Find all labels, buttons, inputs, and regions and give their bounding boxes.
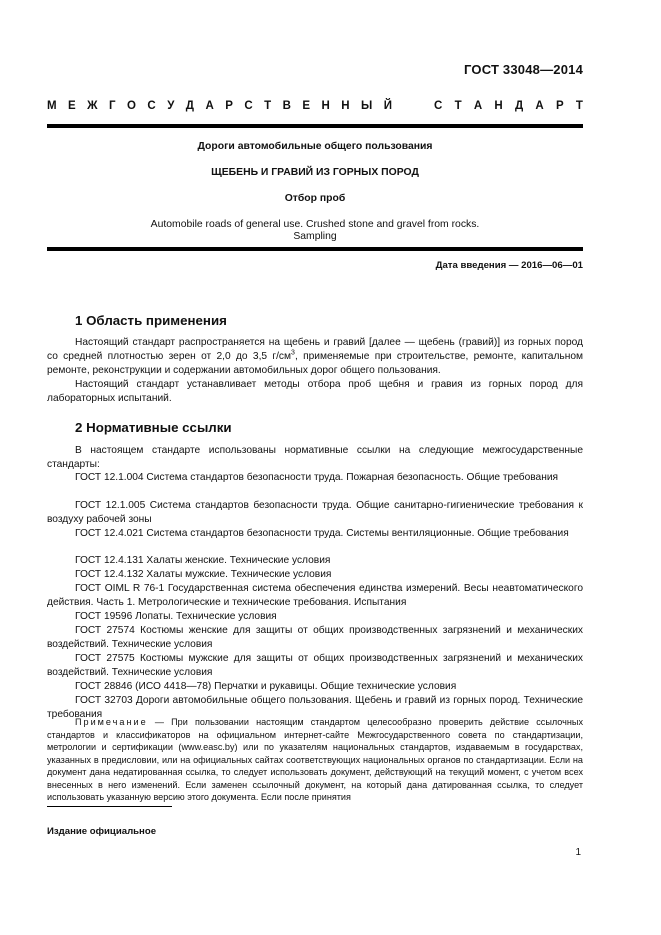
banner-letter: Й bbox=[383, 100, 392, 112]
banner-word-standard bbox=[434, 100, 583, 112]
footer-rule bbox=[47, 806, 172, 807]
normative-reference-item: ГОСТ 27575 Костюмы мужские для защиты от общих производственных загрязнений и механических воздействий. Технические условия bbox=[47, 653, 583, 679]
banner-letter: О bbox=[127, 100, 136, 112]
title-line-1: Дороги автомобильные общего пользования bbox=[197, 141, 433, 152]
normative-reference-item: ГОСТ 27574 Костюмы женские для защиты от общих производственных загрязнений и механических воздействий. Технические условия bbox=[47, 625, 583, 651]
section-1-paragraph-1 bbox=[47, 336, 583, 379]
banner-letter: У bbox=[167, 100, 175, 112]
normative-reference-item: ГОСТ 12.1.005 Система стандартов безопасности труда. Общие санитарно-гигиенические требования к воздуху рабочей зоны bbox=[47, 500, 583, 526]
section-1-paragraph-2: Настоящий стандарт устанавливает методы отбора проб щебня и гравия из горных пород для лабораторных испытаний. bbox=[47, 379, 583, 405]
note-label: Примечание bbox=[75, 717, 148, 727]
banner-letter: Т bbox=[264, 100, 272, 112]
page-number: 1 bbox=[575, 847, 581, 858]
normative-reference-item: ГОСТ 12.1.004 Система стандартов безопасности труда. Пожарная безопасность. Общие требования bbox=[75, 472, 559, 483]
document-code: ГОСТ 33048—2014 bbox=[464, 62, 583, 77]
normative-reference-item: ГОСТ OIML R 76-1 Государственная система обеспечения единства измерений. Весы неавтоматического действия. Часть 1. Метрологические и технические требования. Испытания bbox=[47, 583, 583, 609]
banner-word-interstate bbox=[47, 100, 392, 112]
section-1-paragraph-1-text-a: Настоящий стандарт распространяется на щебень и гравий [далее — щебень (гравий)] из горных пород со средней плотностью зерен от 2,0 до 3,5 г/см bbox=[47, 337, 583, 363]
interstate-standard-banner bbox=[47, 100, 583, 112]
introduction-date: Дата введения — 2016—06—01 bbox=[435, 260, 583, 271]
banner-letter: А bbox=[535, 100, 544, 112]
banner-letter: Д bbox=[185, 100, 194, 112]
title-line-3: Отбор проб bbox=[284, 193, 346, 204]
banner-letter: А bbox=[205, 100, 214, 112]
official-edition-label: Издание официальное bbox=[47, 826, 157, 837]
banner-letter: Г bbox=[109, 100, 116, 112]
section-1-heading: 1 Область применения bbox=[75, 313, 227, 328]
section-1-paragraph-1-text-b: , применяемые при строительстве, ремонте, капитальном ремонте, реконструкции и содержании автомобильных дорог общего пользования. bbox=[47, 351, 583, 377]
section-2-heading: 2 Нормативные ссылки bbox=[75, 420, 232, 435]
banner-letter: Е bbox=[68, 100, 76, 112]
note-paragraph bbox=[47, 716, 583, 804]
title-line-2: ЩЕБЕНЬ И ГРАВИЙ ИЗ ГОРНЫХ ПОРОД bbox=[211, 167, 419, 178]
banner-letter: Ж bbox=[87, 100, 98, 112]
normative-reference-item: ГОСТ 19596 Лопаты. Технические условия bbox=[75, 611, 277, 622]
top-thick-rule bbox=[47, 124, 583, 128]
note-text: — При пользовании настоящим стандартом целесообразно проверить действие ссылочных стандартов и классификаторов на официальном интернет-сайте Межгосударственного совета по стандартизации, метрологии и сертификации (www.easc.by) или по указателям национальных стандартов, издаваемым в государствах, указанных в предисловии, или на официальных сайтах соответствующих национальных органов по стандартизации. Если на документ дана недатированная ссылка, то следует использовать документ, действующий на текущий момент, с учетом всех внесенных в него изменений. Если заменен ссылочный документ, на который дана датированная ссылка, то следует использовать указанную версию этого документа. Если после принятия bbox=[47, 717, 583, 802]
banner-letter: А bbox=[473, 100, 483, 112]
banner-letter: С bbox=[147, 100, 156, 112]
banner-letter: С bbox=[244, 100, 253, 112]
section-2-intro: В настоящем стандарте использованы нормативные ссылки на следующие межгосударственные стандарты: bbox=[47, 445, 583, 471]
normative-reference-item: ГОСТ 28846 (ИСО 4418—78) Перчатки и рукавицы. Общие технические условия bbox=[75, 681, 457, 692]
superscript-3: 3 bbox=[291, 349, 295, 357]
normative-reference-item: ГОСТ 12.4.131 Халаты женские. Технические условия bbox=[75, 555, 331, 566]
banner-letter: Т bbox=[575, 100, 583, 112]
banner-letter: В bbox=[282, 100, 291, 112]
banner-letter: Р bbox=[225, 100, 233, 112]
banner-letter: Н bbox=[341, 100, 350, 112]
normative-reference-item: ГОСТ 12.4.132 Халаты мужские. Технические условия bbox=[75, 569, 332, 580]
normative-reference-item: ГОСТ 32703 Дороги автомобильные общего пользования. Щебень и гравий из горных пород. Технические требования bbox=[47, 695, 583, 721]
banner-letter: Ы bbox=[361, 100, 373, 112]
banner-letter: Т bbox=[454, 100, 462, 112]
english-title-line-1: Automobile roads of general use. Crushed stone and gravel from rocks. bbox=[150, 219, 480, 230]
banner-letter: Е bbox=[302, 100, 311, 112]
banner-letter: Н bbox=[494, 100, 503, 112]
normative-reference-item: ГОСТ 12.4.021 Система стандартов безопасности труда. Системы вентиляционные. Общие требования bbox=[75, 528, 569, 539]
banner-letter: С bbox=[434, 100, 443, 112]
banner-letter: Д bbox=[514, 100, 524, 112]
english-title-line-2: Sampling bbox=[293, 231, 337, 242]
bottom-thick-rule bbox=[47, 247, 583, 251]
banner-letter: Р bbox=[555, 100, 564, 112]
banner-letter: М bbox=[47, 100, 57, 112]
banner-letter: Н bbox=[321, 100, 330, 112]
